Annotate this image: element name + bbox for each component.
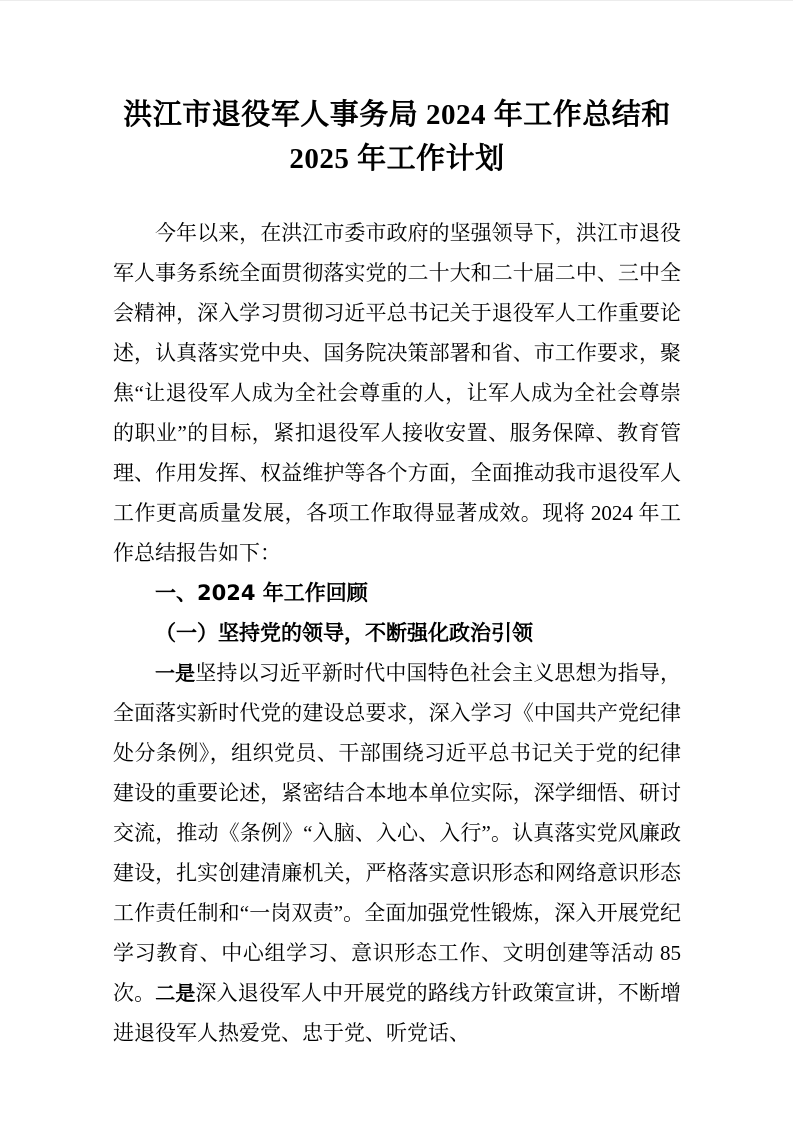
- section-heading-2024-work-review: 一、2024 年工作回顾: [155, 581, 368, 605]
- text-run-second-point: 深入退役军人中开展党的路线方针政策宣讲，不断增进退役军人热爱党、忠于党、听党话、: [113, 981, 682, 1045]
- body-paragraph-1: [113, 653, 681, 1053]
- document-title: [113, 93, 681, 181]
- intro-paragraph: 今年以来，在洪江市委市政府的坚强领导下，洪江市退役军人事务系统全面贯彻落实党的二十大和二十届二中、三中全会精神，深入学习贯彻习近平总书记关于退役军人工作重要论述，认真落实党中央、国务院决策部署和省、市工作要求，聚焦“让退役军人成为全社会尊重的人，让军人成为全社会尊崇的职业”的目标，紧扣退役军人接收安置、服务保障、教育管理、作用发挥、权益维护等各个方面，全面推动我市退役军人工作更高质量发展，各项工作取得显著成效。现将 2024 年工作总结报告如下：: [113, 221, 681, 565]
- document-title-line-1: 洪江市退役军人事务局 2024 年工作总结和: [123, 99, 671, 131]
- document-title-line-2: 2025 年工作计划: [289, 143, 505, 175]
- text-run-first-point: 坚持以习近平新时代中国特色社会主义思想为指导，全面落实新时代党的建设总要求，深入学习《中国共产党纪律处分条例》，组织党员、干部围绕习近平总书记关于党的纪律建设的重要论述，紧密结合本地本单位实际，深学细悟、研讨交流，推动《条例》“入脑、入心、入行”。认真落实党风廉政建设，扎实创建清廉机关，严格落实意识形态和网络意识形态工作责任制和“一岗双责”。全面加强党性锻炼，深入开展党纪学习教育、中心组学习、意识形态工作、文明创建等活动 85 次。: [113, 661, 681, 1005]
- bold-run-second-point: 二是: [155, 981, 196, 1005]
- subsection-heading-party-leadership: （一）坚持党的领导，不断强化政治引领: [155, 621, 533, 645]
- bold-run-first-point: 一是: [155, 661, 196, 685]
